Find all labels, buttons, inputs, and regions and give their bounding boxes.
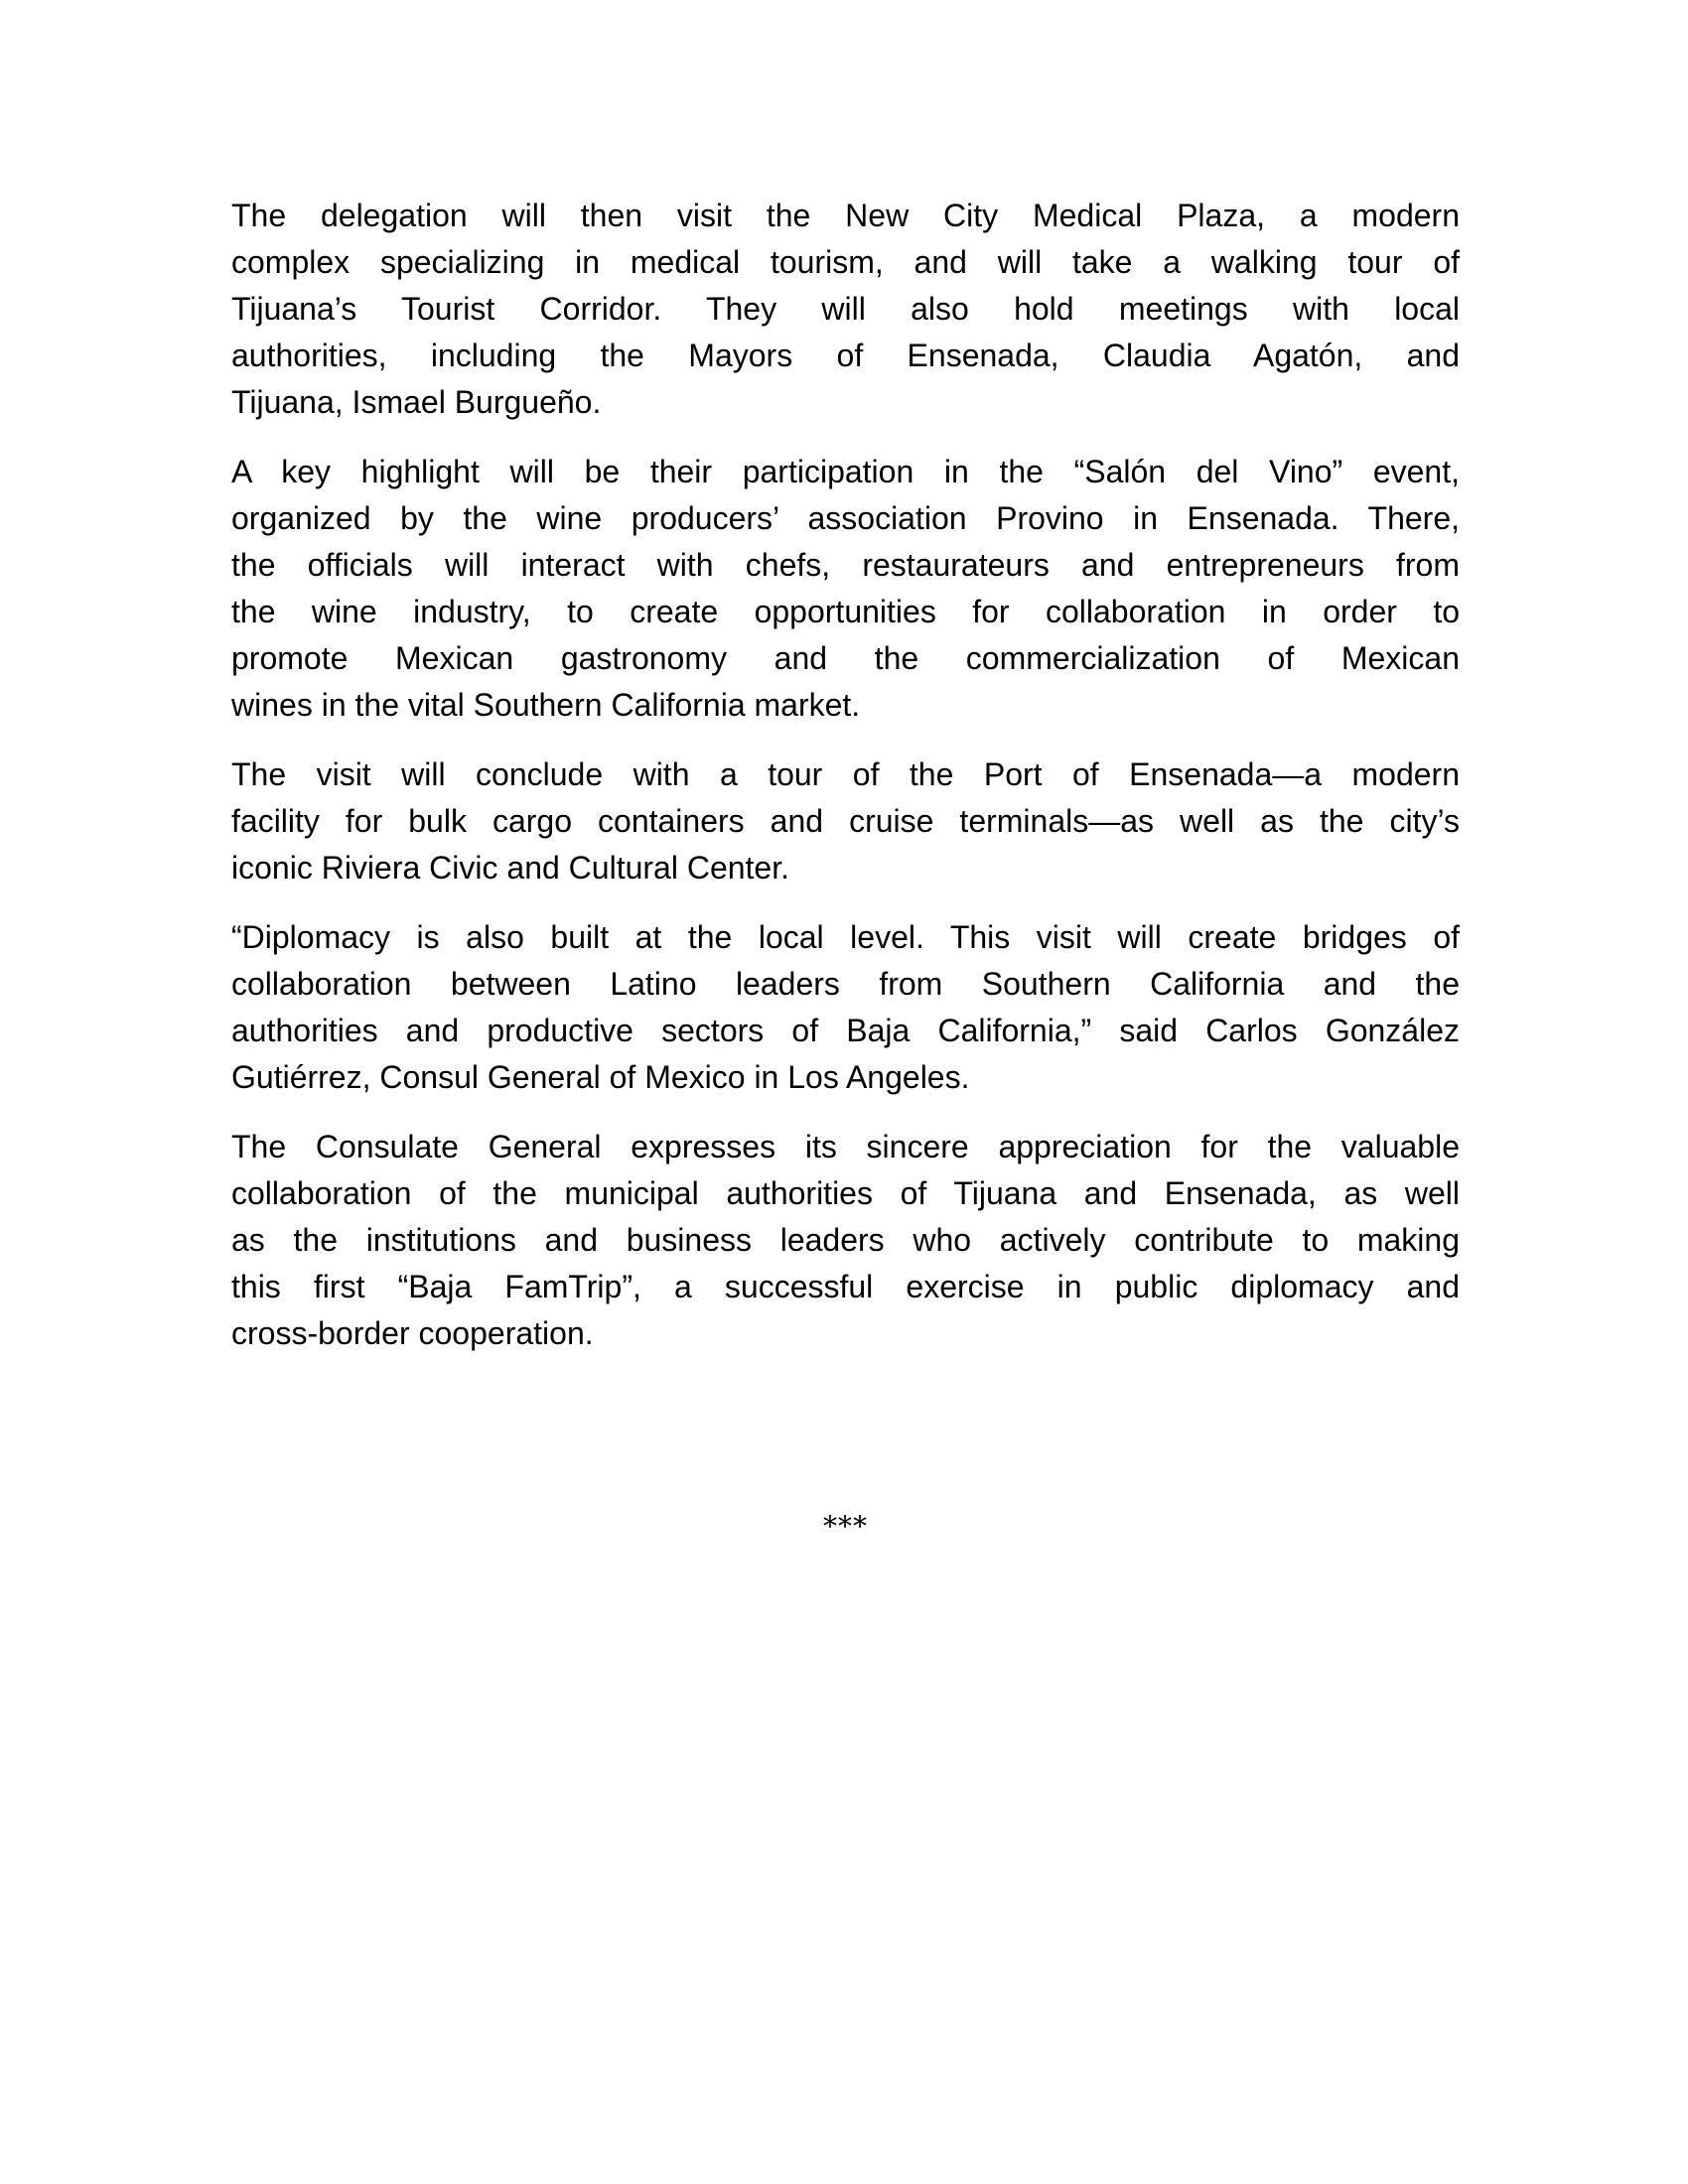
text-line: facility for bulk cargo containers and cruise terminals—as well as the city’s <box>231 803 1460 839</box>
text-line: The Consulate General expresses its sincere appreciation for the valuable <box>231 1129 1460 1164</box>
text-line: A key highlight will be their participation in the “Salón del Vino” event, <box>231 454 1460 489</box>
text-line: complex specializing in medical tourism, and will take a walking tour of <box>231 244 1460 280</box>
paragraph <box>231 914 1460 1101</box>
text-line: the officials will interact with chefs, restaurateurs and entrepreneurs from <box>231 547 1460 583</box>
text-line: “Diplomacy is also built at the local level. This visit will create bridges of <box>231 919 1460 955</box>
text-line: Gutiérrez, Consul General of Mexico in Los Angeles. <box>231 1059 970 1095</box>
paragraph <box>231 193 1460 426</box>
paragraph <box>231 751 1460 891</box>
text-line: authorities, including the Mayors of Ensenada, Claudia Agatón, and <box>231 338 1460 373</box>
end-separator: *** <box>823 1510 868 1543</box>
text-line: Tijuana, Ismael Burgueño. <box>231 384 602 420</box>
text-line: The delegation will then visit the New City Medical Plaza, a modern <box>231 198 1460 233</box>
document-body <box>231 193 1460 1380</box>
text-line: promote Mexican gastronomy and the commercialization of Mexican <box>231 640 1460 676</box>
text-line: authorities and productive sectors of Baja California,” said Carlos González <box>231 1013 1460 1048</box>
text-line: collaboration of the municipal authorities of Tijuana and Ensenada, as well <box>231 1175 1460 1211</box>
paragraph <box>231 1124 1460 1357</box>
text-line: The visit will conclude with a tour of the Port of Ensenada—a modern <box>231 756 1460 792</box>
text-line: iconic Riviera Civic and Cultural Center. <box>231 850 789 886</box>
text-line: Tijuana’s Tourist Corridor. They will also hold meetings with local <box>231 291 1460 327</box>
text-line: organized by the wine producers’ association Provino in Ensenada. There, <box>231 500 1460 536</box>
text-line: wines in the vital Southern California market. <box>231 687 861 723</box>
text-line: as the institutions and business leaders who actively contribute to making <box>231 1222 1460 1258</box>
text-line: the wine industry, to create opportunities for collaboration in order to <box>231 594 1460 629</box>
text-line: collaboration between Latino leaders from Southern California and the <box>231 966 1460 1002</box>
text-line: cross-border cooperation. <box>231 1315 594 1351</box>
paragraph <box>231 449 1460 729</box>
text-line: this first “Baja FamTrip”, a successful exercise in public diplomacy and <box>231 1269 1460 1304</box>
